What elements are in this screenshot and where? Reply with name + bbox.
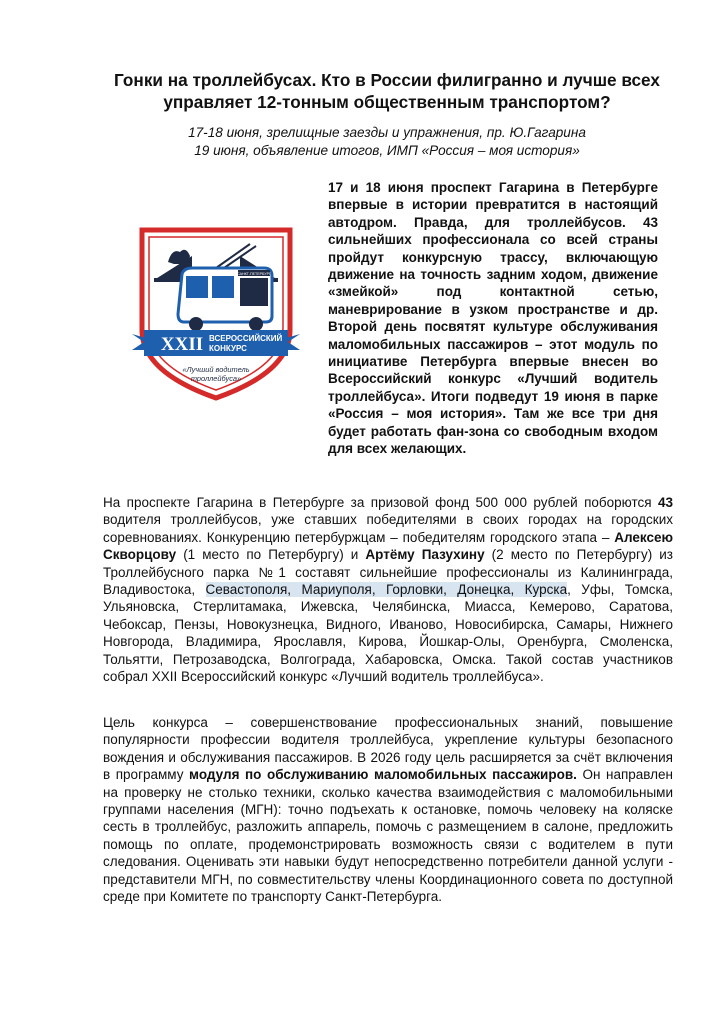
bold-run: Артёму Пазухину bbox=[365, 547, 485, 563]
text-run: (1 место по Петербургу) и bbox=[176, 547, 366, 563]
highlighted-run: Севастополя, Мариуполя, Горловки, Донецка, Курска bbox=[205, 582, 568, 598]
logo-numeral: XXII bbox=[160, 334, 204, 355]
text-run: На проспекте Гагарина в Петербурге за призовой фонд 500 000 рублей поборются bbox=[103, 495, 658, 510]
subtitle-line-1: 17-18 июня, зрелищные заезды и упражнения, пр. Ю.Гагарина bbox=[188, 125, 586, 140]
subtitle-line-2: 19 июня, объявление итогов, ИМП «Россия – моя история» bbox=[194, 143, 580, 158]
body-paragraph-1 bbox=[103, 494, 673, 685]
text-run: Цель конкурса – совершенствование профессиональных знаний, повышение популярности профессии водителя троллейбуса, укрепление культуры безопасного вождения и обслуживания пассажиров. В 2026 году цель расширяется за счёт включения в программу bbox=[103, 715, 673, 783]
text-run: Он направлен на проверку не столько техники, сколько качества взаимодействия с маломобильными группами населения (МГН): точно подъехать к остановке, помочь человеку на коляске сесть в троллейбус, разложить аппарель, помочь с размещением в салоне, предложить помощь по оплате, продемонстрировать возможность связи с водителем в пути следования. Оценивать эти навыки будут непосредственно потребители данной услуги - представители МГН, по совместительству члены Координационного совета по доступной среде при Комитете по транспорту Санкт-Петербурга. bbox=[103, 767, 673, 905]
page-title: Гонки на троллейбусах. Кто в России филигранно и лучше всех управляет 12-тонным общественным транспортом? bbox=[114, 70, 660, 112]
logo-caption-line-2: троллейбуса» bbox=[190, 374, 242, 383]
bus-window-icon-2 bbox=[212, 276, 234, 298]
bold-run: Алексею Скворцову bbox=[103, 529, 673, 563]
bus-wheel-icon-2 bbox=[249, 317, 263, 331]
text-run: , Уфы, Томска, Ульяновска, Стерлитамака, Ижевска, Челябинска, Миасса, Кемерово, Саратова, Чебоксар, Пензы, Новокузнецка, Видного, Иваново, Новосибирска, Самары, Нижнего Новгорода, Владимира, Ярославля, Кирова, Йошкар-Олы, Оренбурга, Смоленска, Тольятти, Петрозаводска, Волгограда, Хабаровска, Омска. Такой состав участников собрал XXII Всероссийский конкурс «Лучший водитель троллейбуса». bbox=[103, 582, 673, 685]
text-run: водителя троллейбусов, уже ставших победителями в своих городах на городских соревнованиях. Конкуренцию петербуржцам – победителям городского этапа – bbox=[103, 512, 673, 545]
event-subtitle bbox=[96, 124, 678, 160]
logo-line-1: ВСЕРОССИЙСКИЙ bbox=[209, 334, 283, 343]
contest-logo bbox=[132, 222, 300, 402]
bus-sign-text: САНКТ-ПЕТЕРБУРГ bbox=[237, 272, 271, 276]
bold-run: 43 bbox=[657, 495, 673, 510]
body-paragraph-2 bbox=[103, 714, 673, 905]
bus-wheel-icon bbox=[189, 317, 203, 331]
logo-caption-line-1: «Лучший водитель bbox=[182, 365, 250, 374]
logo-line-2: КОНКУРС bbox=[209, 344, 247, 353]
bold-run: модуля по обслуживанию маломобильных пассажиров. bbox=[189, 767, 577, 783]
bus-windshield-icon bbox=[240, 278, 268, 306]
lead-paragraph: 17 и 18 июня проспект Гагарина в Петербурге впервые в истории превратится в настоящий автодром. Правда, для троллейбусов. 43 сильнейших профессионала со всей страны пройдут конкурсную трассу, включающую движение на точность задним ходом, движение «змейкой» под контактной сетью, маневрирование в узком пространстве и др. Второй день посвятят культуре обслуживания маломобильных пассажиров – этот модуль по инициативе Петербурга впервые внесен во Всероссийский конкурс «Лучший водитель троллейбуса». Итоги подведут 19 июня в парке «Россия – моя история». Там же все три дня будет работать фан-зона со свободным входом для всех желающих. bbox=[328, 180, 658, 457]
bus-window-icon bbox=[186, 276, 208, 298]
text-run: (2 место по Петербургу) из Троллейбусного парка №1 составят сильнейшие профессионалы из Калининграда, Владивостока, bbox=[103, 547, 673, 598]
